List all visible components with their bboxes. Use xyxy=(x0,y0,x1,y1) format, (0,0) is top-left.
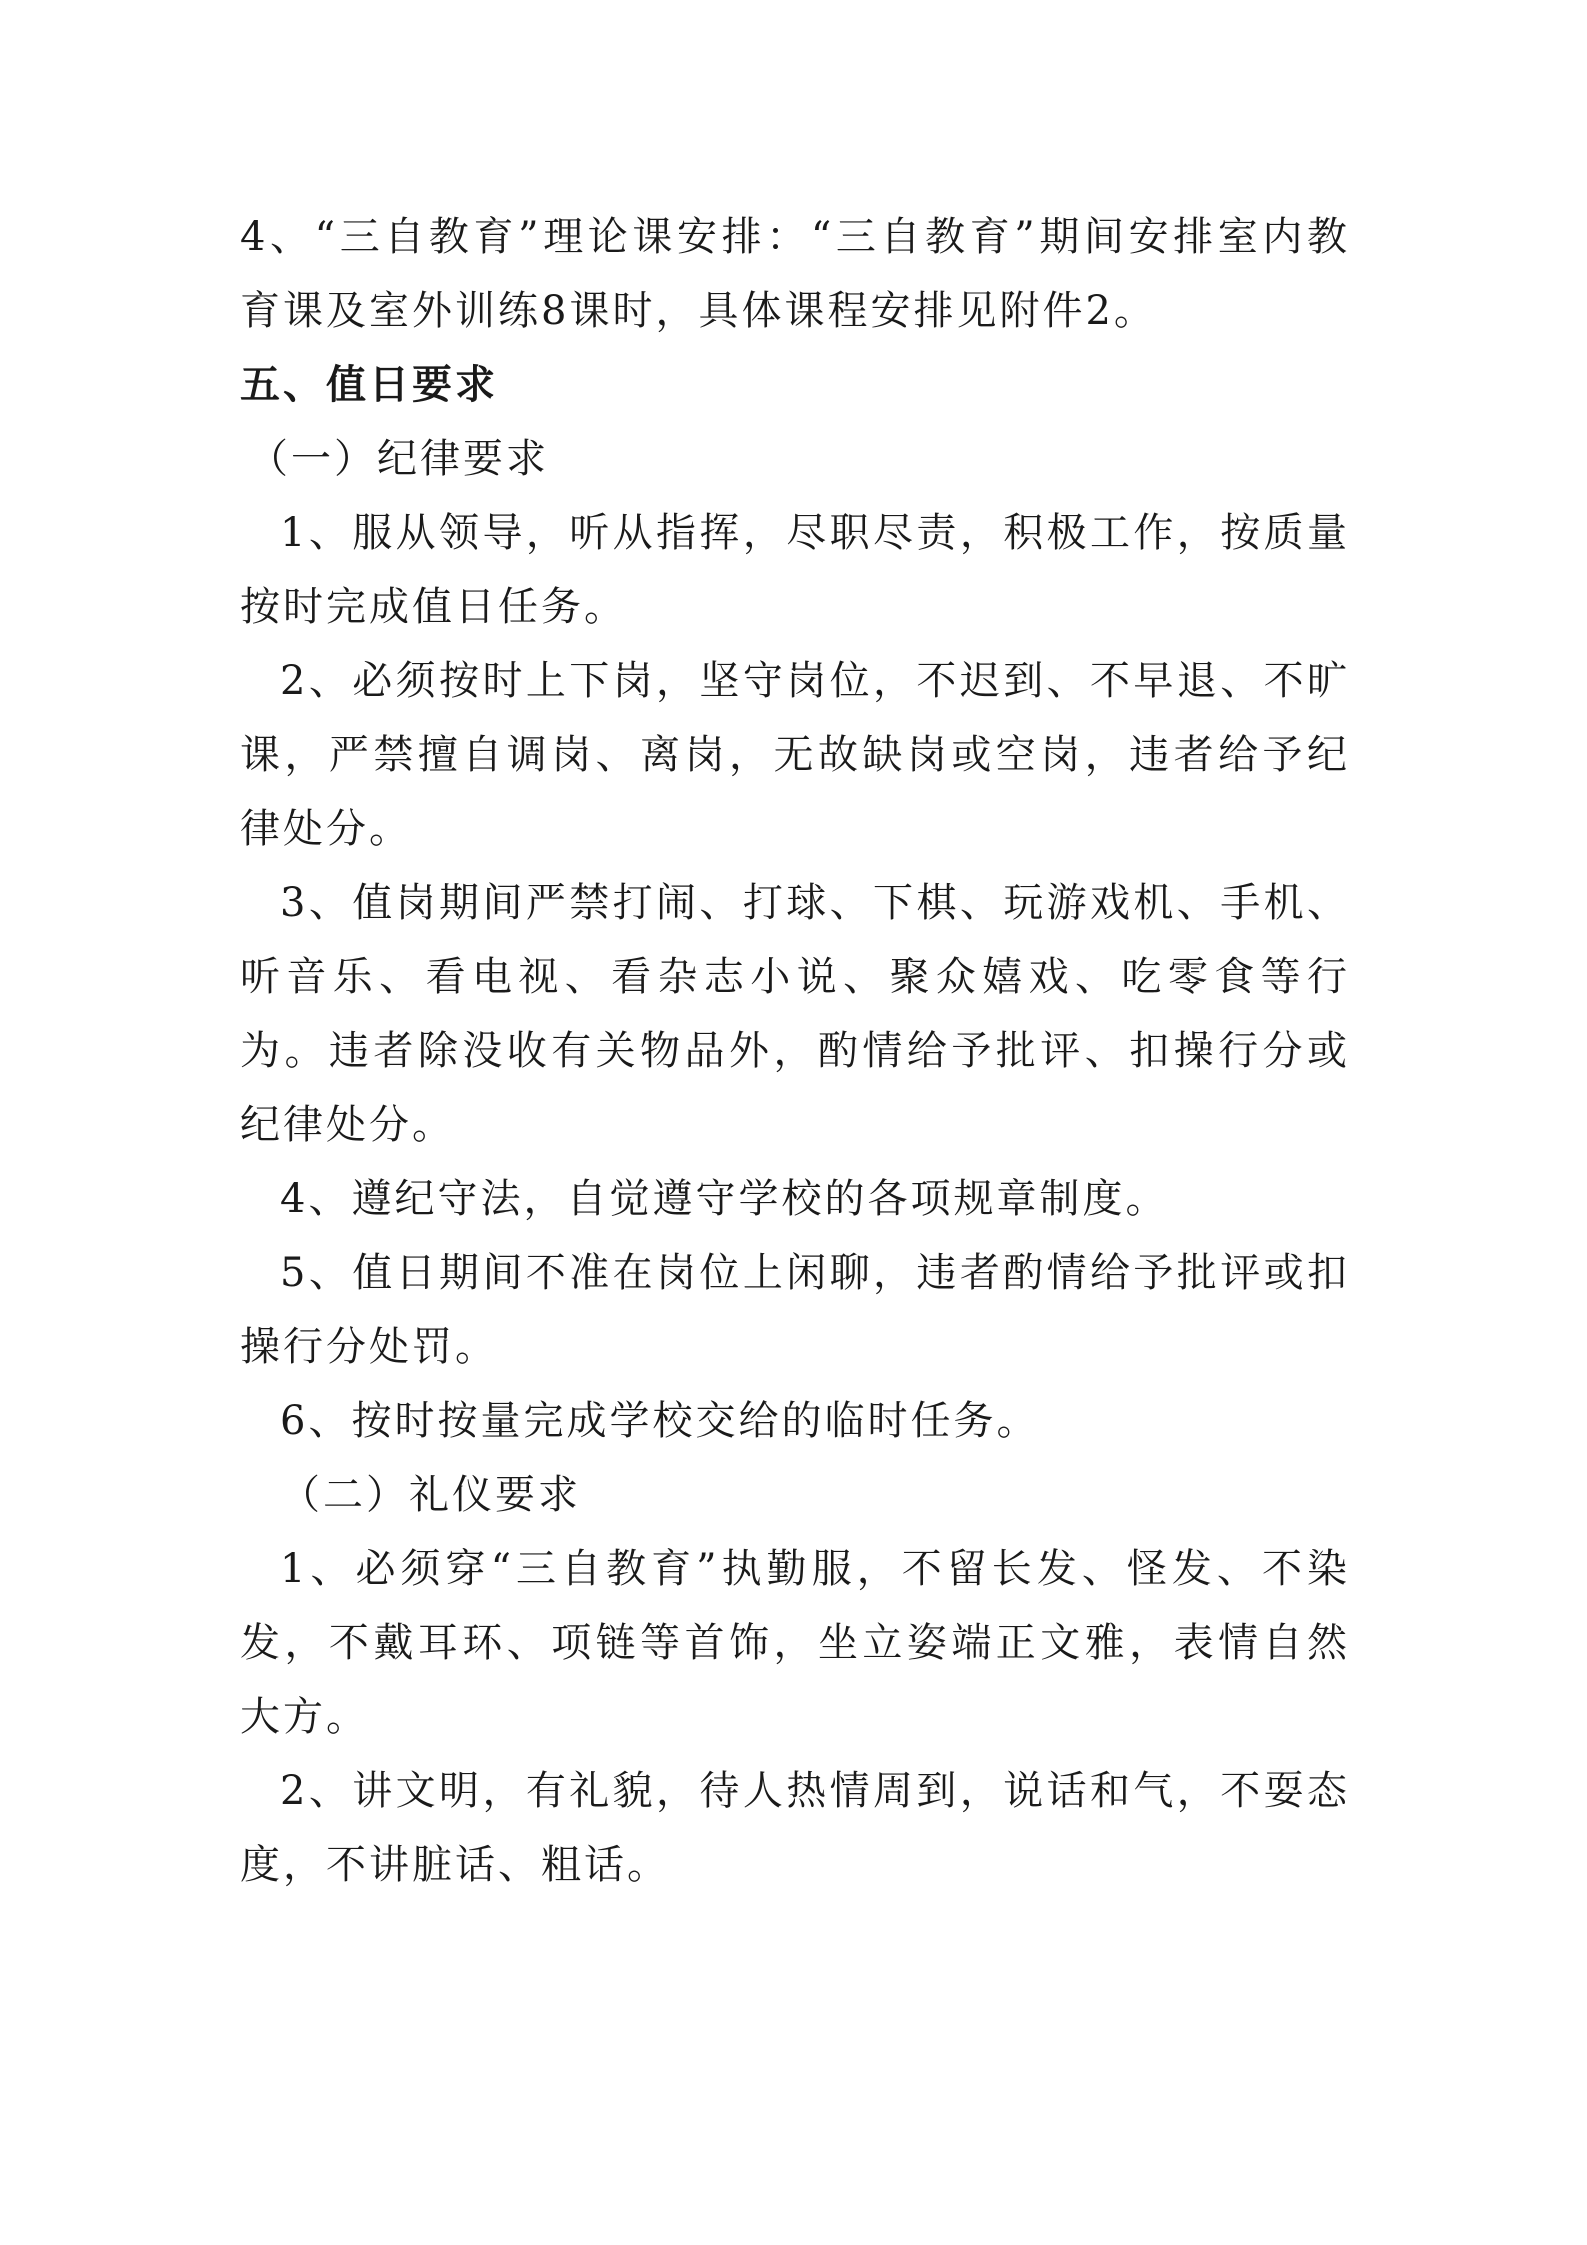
paragraph-discipline-4: 4、遵纪守法，自觉遵守学校的各项规章制度。 xyxy=(280,1176,1169,1222)
paragraph-discipline-1: 1、服从领导，听从指挥，尽职尽责，积极工作，按质量按时完成值日任务。 xyxy=(240,510,1350,630)
paragraph-discipline-2: 2、必须按时上下岗，坚守岗位，不迟到、不早退、不旷课，严禁擅自调岗、离岗，无故缺岗或空岗，违者给予纪律处分。 xyxy=(240,658,1350,852)
paragraph-discipline-6: 6、按时按量完成学校交给的临时任务。 xyxy=(280,1398,1040,1444)
paragraph-etiquette-1: 1、必须穿“三自教育”执勤服，不留长发、怪发、不染发，不戴耳环、项链等首饰，坐立姿端正文雅，表情自然大方。 xyxy=(240,1546,1350,1740)
paragraph-discipline-5: 5、值日期间不准在岗位上闲聊，违者酌情给予批评或扣操行分处罚。 xyxy=(240,1250,1350,1370)
paragraph-discipline-3: 3、值岗期间严禁打闹、打球、下棋、玩游戏机、手机、听音乐、看电视、看杂志小说、聚众嬉戏、吃零食等行为。违者除没收有关物品外，酌情给予批评、扣操行分或纪律处分。 xyxy=(240,880,1350,1148)
document-body xyxy=(240,200,1350,1902)
subheading-etiquette: （二）礼仪要求 xyxy=(280,1472,581,1518)
paragraph-etiquette-2: 2、讲文明，有礼貌，待人热情周到，说话和气，不耍态度，不讲脏话、粗话。 xyxy=(240,1768,1350,1888)
subheading-discipline: （一）纪律要求 xyxy=(248,436,549,482)
paragraph-theory-course: 4、“三自教育”理论课安排：“三自教育”期间安排室内教育课及室外训练8课时，具体课程安排见附件2。 xyxy=(240,214,1350,334)
section-heading-duty-requirements: 五、值日要求 xyxy=(240,361,498,408)
